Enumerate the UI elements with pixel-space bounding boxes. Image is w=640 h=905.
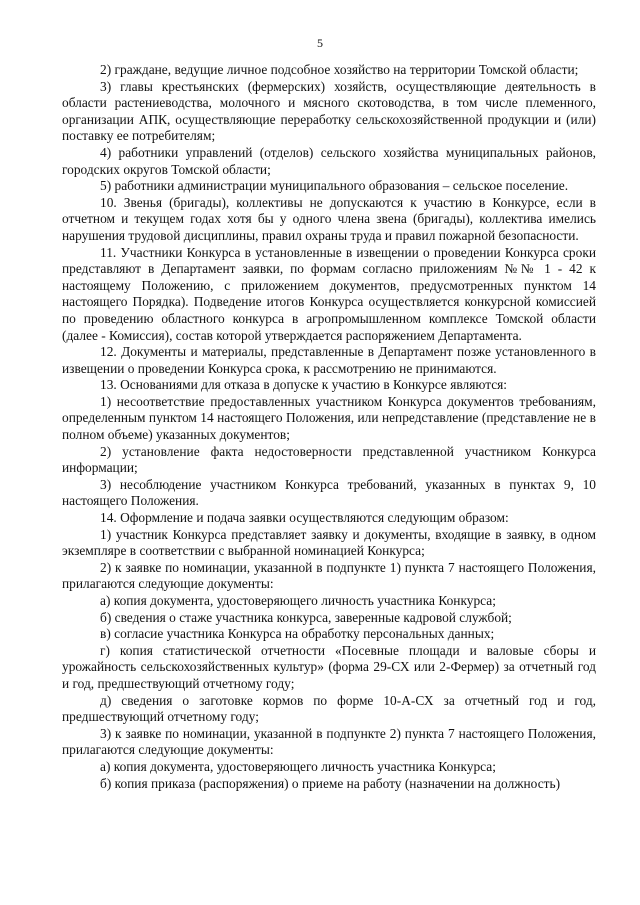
paragraph: 1) участник Конкурса представляет заявку и документы, входящие в заявку, в одном экземпляре в соответствии с выбранной номинацией Конкурса;: [62, 526, 596, 559]
paragraph: 2) к заявке по номинации, указанной в подпункте 1) пункта 7 настоящего Положения, прилагаются следующие документы:: [62, 559, 596, 592]
paragraph: а) копия документа, удостоверяющего личность участника Конкурса;: [100, 593, 496, 608]
paragraph: в) согласие участника Конкурса на обработку персональных данных;: [100, 626, 495, 642]
paragraph: д) сведения о заготовке кормов по форме 10-А-СХ за отчетный год и год, предшествующий отчетному году;: [62, 692, 596, 725]
paragraph: 13. Основаниями для отказа в допуске к участию в Конкурсе являются:: [100, 377, 508, 393]
paragraph: 2) установление факта недостоверности представленной участником Конкурса информации;: [62, 443, 596, 476]
paragraph: 3) главы крестьянских (фермерских) хозяйств, осуществляющие деятельность в области растениеводства, молочного и мясного скотоводства, в том числе племенного, организации АПК, осуществляющие переработку сельскохозяйственной продукции и (или) поставку ее потребителям;: [62, 78, 596, 144]
paragraph: 12. Документы и материалы, представленные в Департамент позже установленного в извещении о проведении Конкурса срока, к рассмотрению не принимаются.: [62, 344, 596, 376]
document-body: [62, 62, 596, 792]
paragraph: 3) к заявке по номинации, указанной в подпункте 2) пункта 7 настоящего Положения, прилагаются следующие документы:: [62, 725, 596, 758]
paragraph: б) сведения о стаже участника конкурса, заверенные кадровой службой;: [100, 609, 512, 625]
paragraph: 3) несоблюдение участником Конкурса требований, указанных в пунктах 9, 10 настоящего Положения.: [62, 476, 596, 509]
paragraph: г) копия статистической отчетности «Посевные площади и валовые сборы и урожайность сельскохозяйственных культур» (форма 29-СХ или 2-Фермер) за отчетный год и год, предшествующий отчетному году;: [62, 642, 596, 691]
paragraph: 10. Звенья (бригады), коллективы не допускаются к участию в Конкурсе, если в отчетном и текущем годах хотя бы у одного члена звена (бригады), коллектива имелись нарушения трудовой дисциплины, правил охраны труда и правил пожарной безопасности.: [62, 194, 596, 243]
paragraph: 1) несоответствие предоставленных участником Конкурса документов требованиям, определенным пунктом 14 настоящего Положения, или непредставление (представление не в полном объеме) указанных документов;: [62, 393, 596, 443]
paragraph: 4) работники управлений (отделов) сельского хозяйства муниципальных районов, городских округов Томской области;: [62, 144, 596, 177]
paragraph: 5) работники администрации муниципального образования – сельское поселение.: [100, 178, 569, 194]
paragraph: 11. Участники Конкурса в установленные в извещении о проведении Конкурса сроки представляют в Департамент заявки, по формам согласно приложениям №№ 1 - 42 к настоящему Положению, с приложением документов, предусмотренных пунктом 14 настоящего Порядка). Подведение итогов Конкурса осуществляется конкурсной комиссией по проведению областного конкурса в агропромышленном комплексе Томской области (далее - Комиссия), состав которой утверждается распоряжением Департамента.: [62, 244, 596, 343]
paragraph: 2) граждане, ведущие личное подсобное хозяйство на территории Томской области;: [100, 62, 579, 77]
page-number: 5: [317, 36, 323, 50]
paragraph: а) копия документа, удостоверяющего личность участника Конкурса;: [100, 758, 496, 774]
paragraph: 14. Оформление и подача заявки осуществляются следующим образом:: [100, 510, 509, 526]
paragraph: б) копия приказа (распоряжения) о приеме на работу (назначении на должность): [100, 775, 561, 791]
